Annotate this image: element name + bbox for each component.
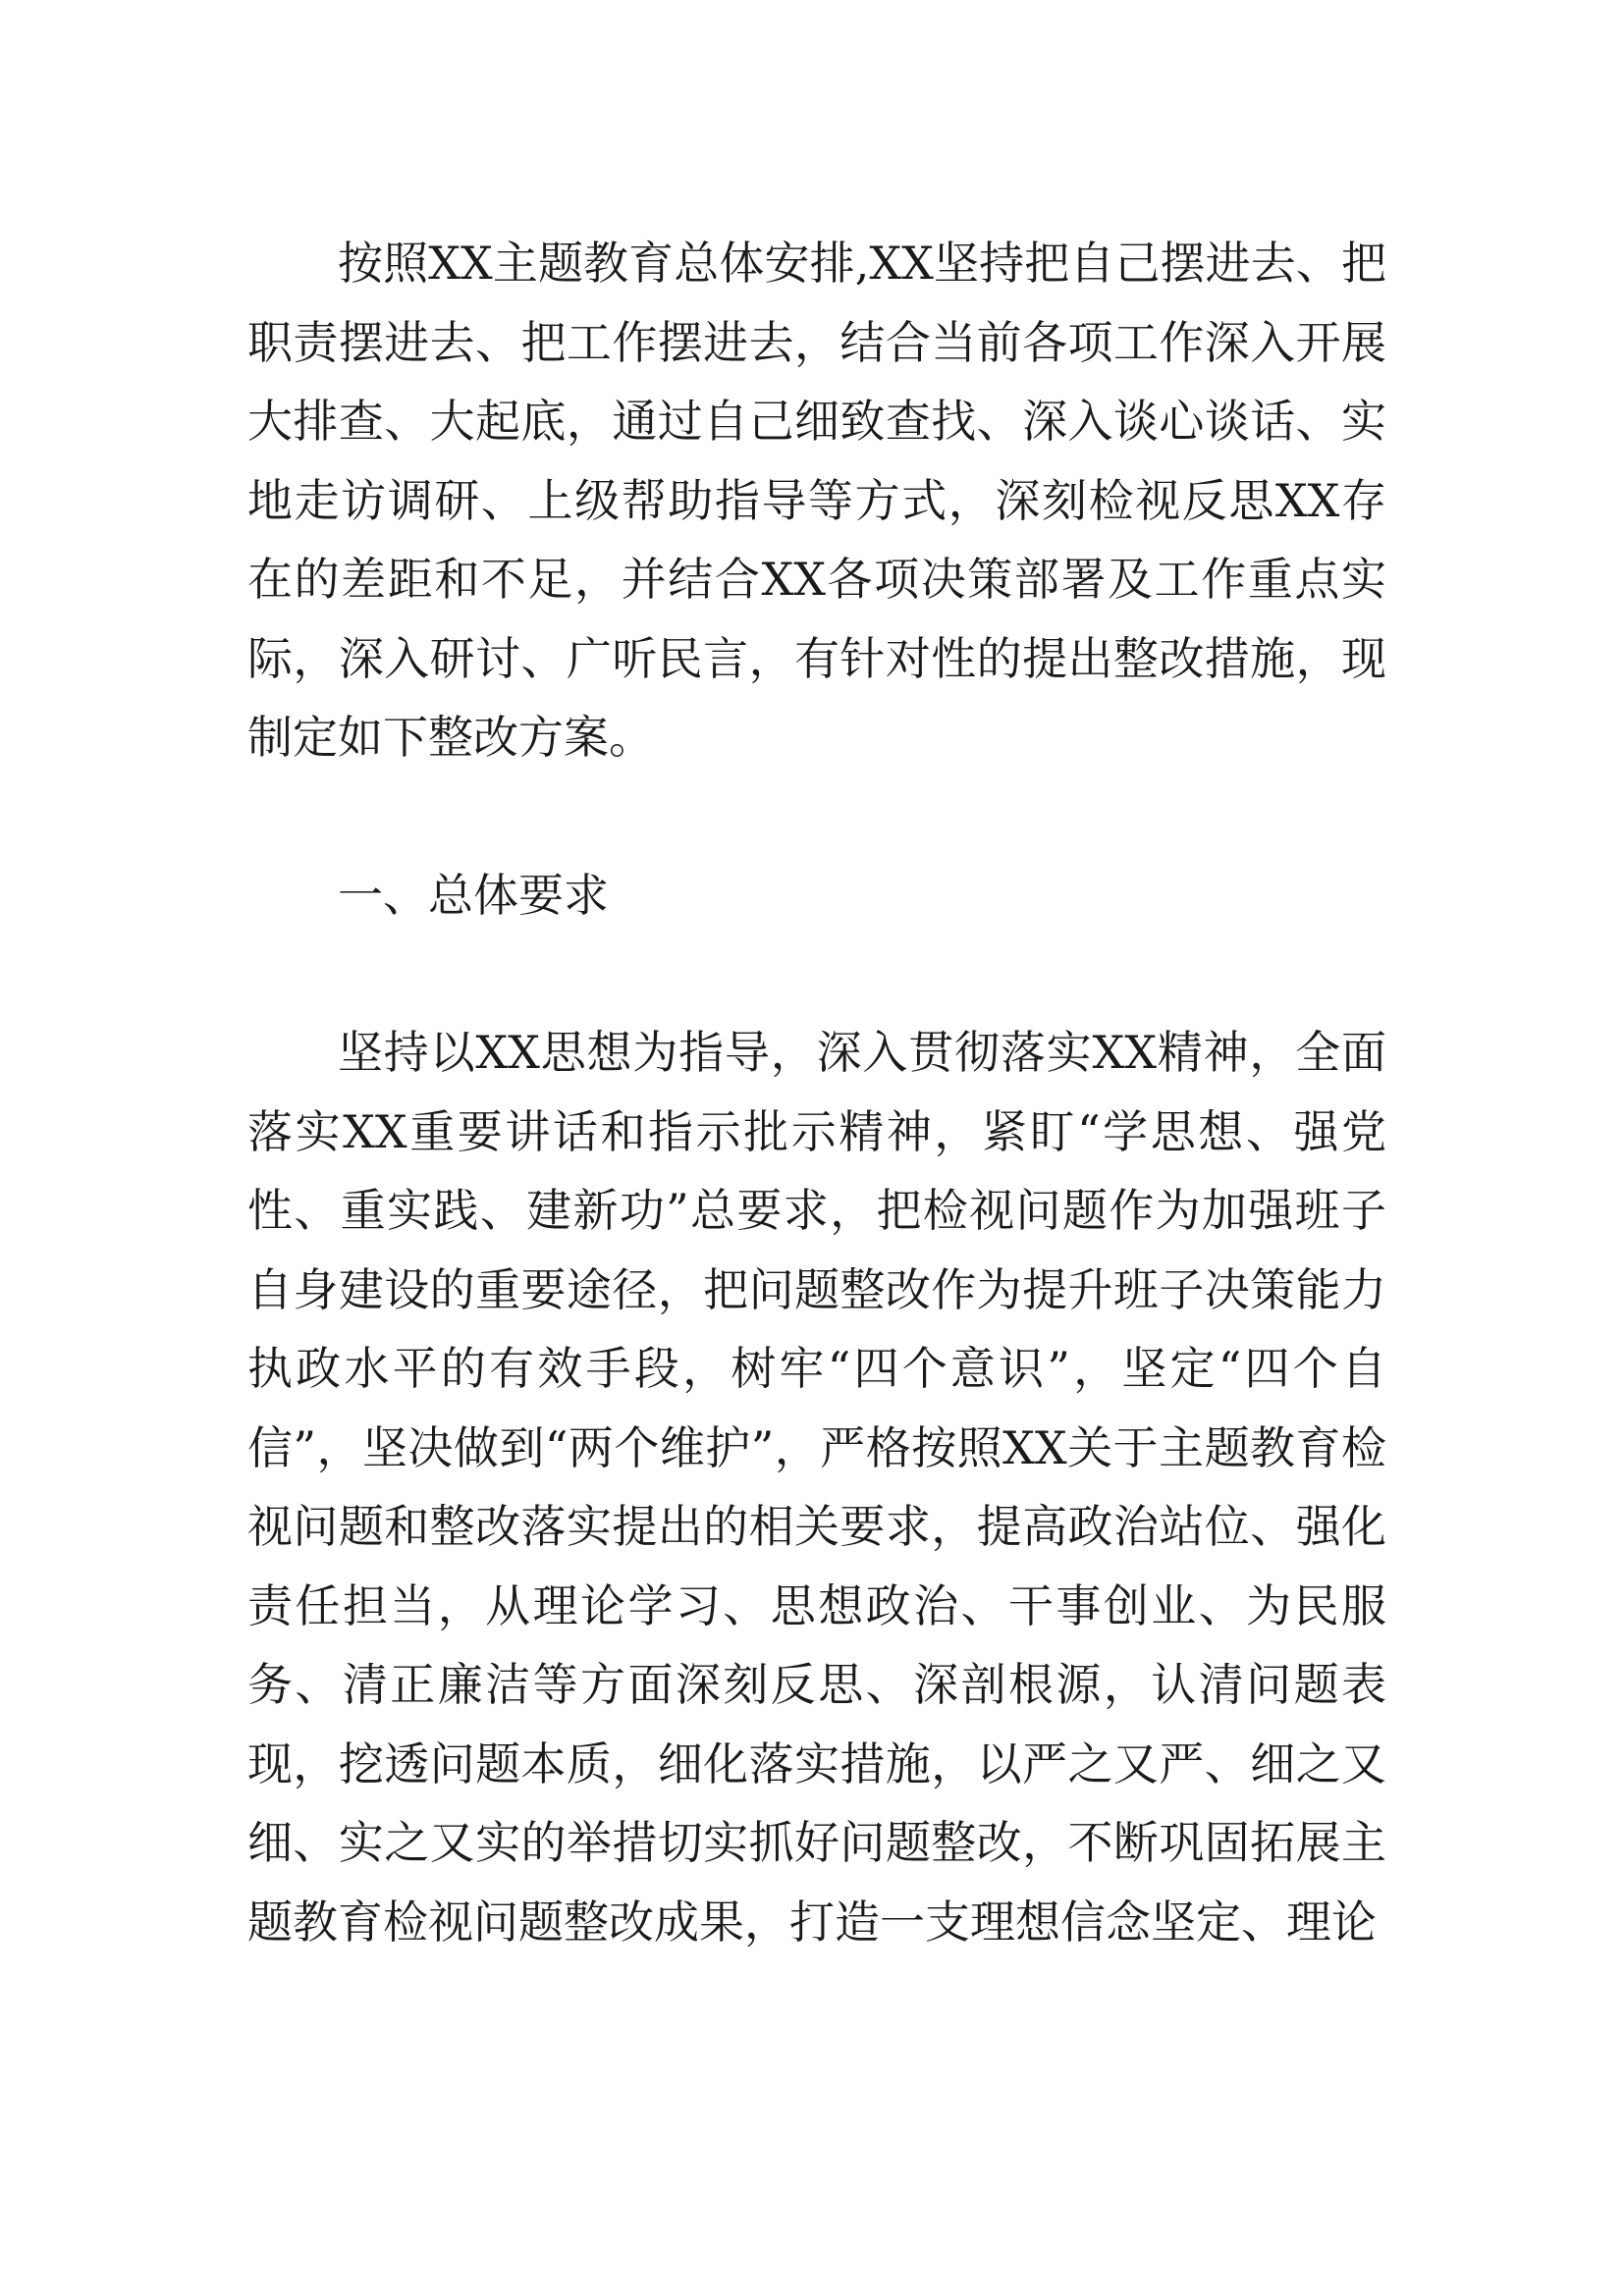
- paragraph-spacer: [247, 934, 1386, 1013]
- section-heading: 一、总体要求: [338, 868, 609, 922]
- paragraph-spacer: [247, 777, 1386, 856]
- document-body: [247, 224, 1386, 1961]
- intro-paragraph: 按照XX主题教育总体安排,XX坚持把自己摆进去、把职责摆进去、把工作摆进去，结合当前各项工作深入开展大排查、大起底，通过自己细致查找、深入谈心谈话、实地走访调研、上级帮助指导等方式，深刻检视反思XX存在的差距和不足，并结合XX各项决策部署及工作重点实际，深入研讨、广听民言，有针对性的提出整改措施，现制定如下整改方案。: [247, 237, 1386, 764]
- section-paragraph: 坚持以XX思想为指导，深入贯彻落实XX精神，全面落实XX重要讲话和指示批示精神，紧盯“学思想、强党性、重实践、建新功”总要求，把检视问题作为加强班子自身建设的重要途径，把问题整改作为提升班子决策能力执政水平的有效手段，树牢“四个意识”，坚定“四个自信”，坚决做到“两个维护”，严格按照XX关于主题教育检视问题和整改落实提出的相关要求，提高政治站位、强化责任担当，从理论学习、思想政治、干事创业、为民服务、清正廉洁等方面深刻反思、深剖根源，认清问题表现，挖透问题本质，细化落实措施，以严之又严、细之又细、实之又实的举措切实抓好问题整改，不断巩固拓展主题教育检视问题整改成果，打造一支理想信念坚定、理论: [247, 1026, 1386, 1949]
